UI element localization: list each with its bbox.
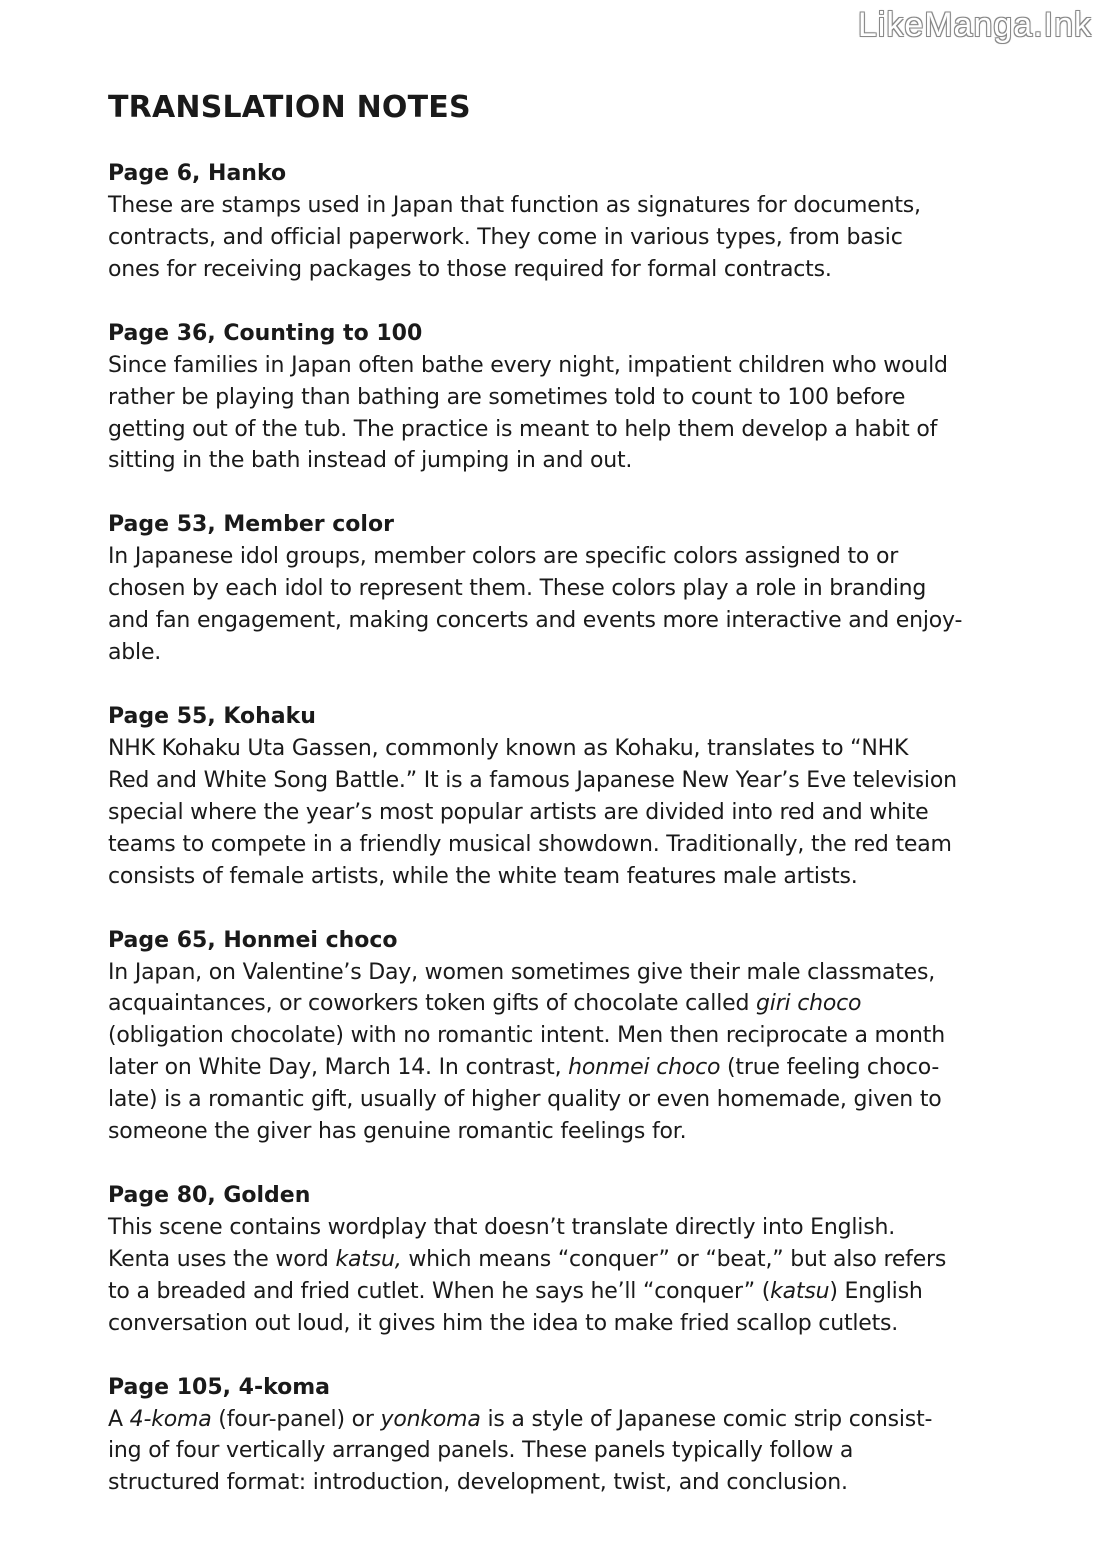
text-run: (obligation chocolate) with no romantic intent. Men then reciprocate a month [108, 1023, 945, 1049]
note-line [108, 1470, 848, 1495]
note-body [108, 733, 1018, 893]
text-run: someone the giver has genuine romantic feelings for. [108, 1119, 687, 1145]
note-section [108, 509, 1018, 669]
note-line [108, 1119, 686, 1144]
note-section [108, 925, 1018, 1148]
text-run: structured format: introduction, development, twist, and conclusion. [108, 1470, 848, 1496]
text-run: late) is a romantic gift, usually of higher quality or even homemade, given to [108, 1087, 942, 1113]
text-run: Red and White Song Battle.” It is a famous Japanese New Year’s Eve television [108, 767, 957, 793]
text-run: (true feeling choco- [720, 1055, 940, 1081]
text-run: and fan engagement, making concerts and events more interactive and enjoy- [108, 608, 963, 634]
note-line [108, 417, 937, 442]
note-line [108, 1311, 898, 1336]
note-line [108, 1023, 945, 1048]
notes-list [108, 158, 1018, 1499]
note-heading: Page 6, Hanko [108, 161, 287, 186]
note-section [108, 701, 1018, 893]
text-run: rather be playing than bathing are sometimes told to count to 100 before [108, 384, 906, 410]
note-line [108, 991, 861, 1016]
note-line [108, 608, 962, 633]
note-body [108, 541, 1018, 669]
note-body [108, 350, 1018, 478]
text-run: is a style of Japanese comic strip consist- [480, 1406, 933, 1432]
text-run: chosen by each idol to represent them. These colors play a role in branding [108, 576, 927, 602]
text-run: This scene contains wordplay that doesn’t translate directly into English. [108, 1214, 896, 1240]
note-heading: Page 55, Kohaku [108, 703, 316, 729]
text-run: NHK Kohaku Uta Gassen, commonly known as Kohaku, translates to “NHK [108, 735, 909, 761]
text-run: In Japanese idol groups, member colors are specific colors assigned to or [108, 544, 899, 570]
note-heading: Page 36, Counting to 100 [108, 320, 423, 346]
note-line [108, 1087, 942, 1112]
note-line [108, 1055, 939, 1080]
text-run: getting out of the tub. The practice is meant to help them develop a habit of [108, 416, 938, 442]
note-line [108, 385, 905, 410]
watermark-logo: LikeManga.Ink [857, 6, 1092, 44]
note-line [108, 768, 957, 793]
note-line [108, 353, 948, 378]
italic-term: honmei choco [568, 1055, 721, 1081]
text-run: able. [108, 640, 162, 666]
text-run: special where the year’s most popular artists are divided into red and white [108, 799, 929, 825]
note-line [108, 864, 858, 889]
text-run: ones for receiving packages to those required for formal contracts. [108, 256, 832, 282]
text-run: teams to compete in a friendly musical showdown. Traditionally, the red team [108, 831, 952, 857]
note-line [108, 1438, 853, 1463]
note-heading: Page 105, 4-koma [108, 1374, 331, 1400]
note-body [108, 190, 1018, 286]
text-run: which means “conquer” or “beat,” but also refers [401, 1246, 947, 1272]
italic-term: katsu, [335, 1246, 402, 1272]
text-run: In Japan, on Valentine’s Day, women sometimes give their male classmates, [108, 959, 936, 985]
text-run: (four-panel) or [211, 1406, 381, 1432]
note-section [108, 158, 1018, 286]
note-heading: Page 80, Golden [108, 1182, 311, 1208]
text-run: Kenta uses the word [108, 1246, 336, 1272]
text-run: consists of female artists, while the white team features male artists. [108, 863, 858, 889]
note-line [108, 832, 952, 857]
note-line [108, 448, 632, 473]
note-line [108, 1247, 946, 1272]
text-run: A [108, 1406, 130, 1432]
note-heading: Page 53, Member color [108, 512, 394, 538]
note-line [108, 257, 832, 282]
text-run: later on White Day, March 14. In contrast, [108, 1055, 569, 1081]
text-run: conversation out loud, it gives him the idea to make fried scallop cutlets. [108, 1310, 899, 1336]
italic-term: giri choco [756, 991, 862, 1017]
note-line [108, 1215, 895, 1240]
note-body [108, 1404, 1018, 1500]
note-line [108, 193, 921, 218]
note-body [108, 1212, 1018, 1340]
italic-term: katsu [770, 1278, 830, 1304]
italic-term: yonkoma [380, 1406, 481, 1432]
text-run: acquaintances, or coworkers token gifts of chocolate called [108, 991, 757, 1017]
note-line [108, 640, 161, 665]
text-run: ) English [829, 1278, 923, 1304]
note-line [108, 736, 908, 761]
text-run: contracts, and official paperwork. They come in various types, from basic [108, 224, 903, 250]
note-section [108, 1180, 1018, 1340]
page-title: TRANSLATION NOTES [108, 90, 471, 125]
italic-term: 4-koma [129, 1406, 212, 1432]
text-run: Since families in Japan often bathe every night, impatient children who would [108, 352, 948, 378]
note-line [108, 960, 935, 985]
text-run: These are stamps used in Japan that function as signatures for documents, [108, 193, 921, 218]
text-run: sitting in the bath instead of jumping in and out. [108, 448, 633, 474]
note-line [108, 225, 903, 250]
note-line [108, 800, 929, 825]
note-line [108, 576, 926, 601]
note-line [108, 544, 898, 569]
note-heading: Page 65, Honmei choco [108, 927, 398, 953]
text-run: to a breaded and fried cutlet. When he says he’ll “conquer” ( [108, 1278, 771, 1304]
note-line [108, 1407, 932, 1432]
translation-notes-page [108, 86, 1018, 1531]
note-section [108, 1372, 1018, 1500]
note-body [108, 957, 1018, 1148]
note-section [108, 318, 1018, 478]
text-run: ing of four vertically arranged panels. These panels typically follow a [108, 1438, 854, 1464]
note-line [108, 1279, 923, 1304]
